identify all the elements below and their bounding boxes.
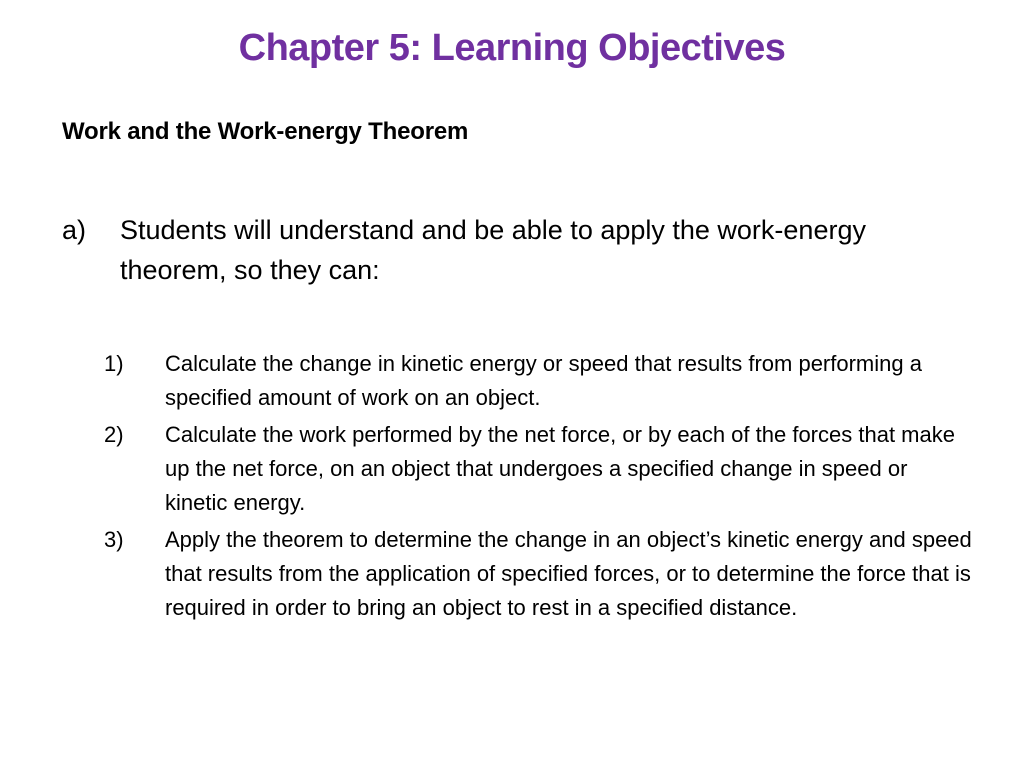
sub-objectives-list <box>104 347 974 628</box>
slide-title: Chapter 5: Learning Objectives <box>238 27 786 69</box>
sub-objective-text: Calculate the work performed by the net force, or by each of the forces that make up the net force, on an object that undergoes a specified change in speed or kinetic energy. <box>165 422 955 515</box>
sub-objective-item <box>104 523 974 625</box>
main-objective-marker: a) <box>62 215 87 245</box>
sub-objective-marker: 2) <box>104 422 124 447</box>
sub-objective-item <box>104 347 974 415</box>
main-objective <box>62 210 932 290</box>
slide-subtitle: Work and the Work-energy Theorem <box>62 118 469 145</box>
sub-objective-text: Calculate the change in kinetic energy or speed that results from performing a specified amount of work on an object. <box>165 351 922 410</box>
sub-objective-text: Apply the theorem to determine the change in an object’s kinetic energy and speed that results from the application of specified forces, or to determine the force that is required in order to bring an object to rest in a specified distance. <box>165 527 972 620</box>
sub-objective-item <box>104 418 974 520</box>
sub-objective-marker: 1) <box>104 351 124 376</box>
sub-objective-marker: 3) <box>104 527 124 552</box>
main-objective-text: Students will understand and be able to apply the work-energy theorem, so they can: <box>120 215 866 285</box>
